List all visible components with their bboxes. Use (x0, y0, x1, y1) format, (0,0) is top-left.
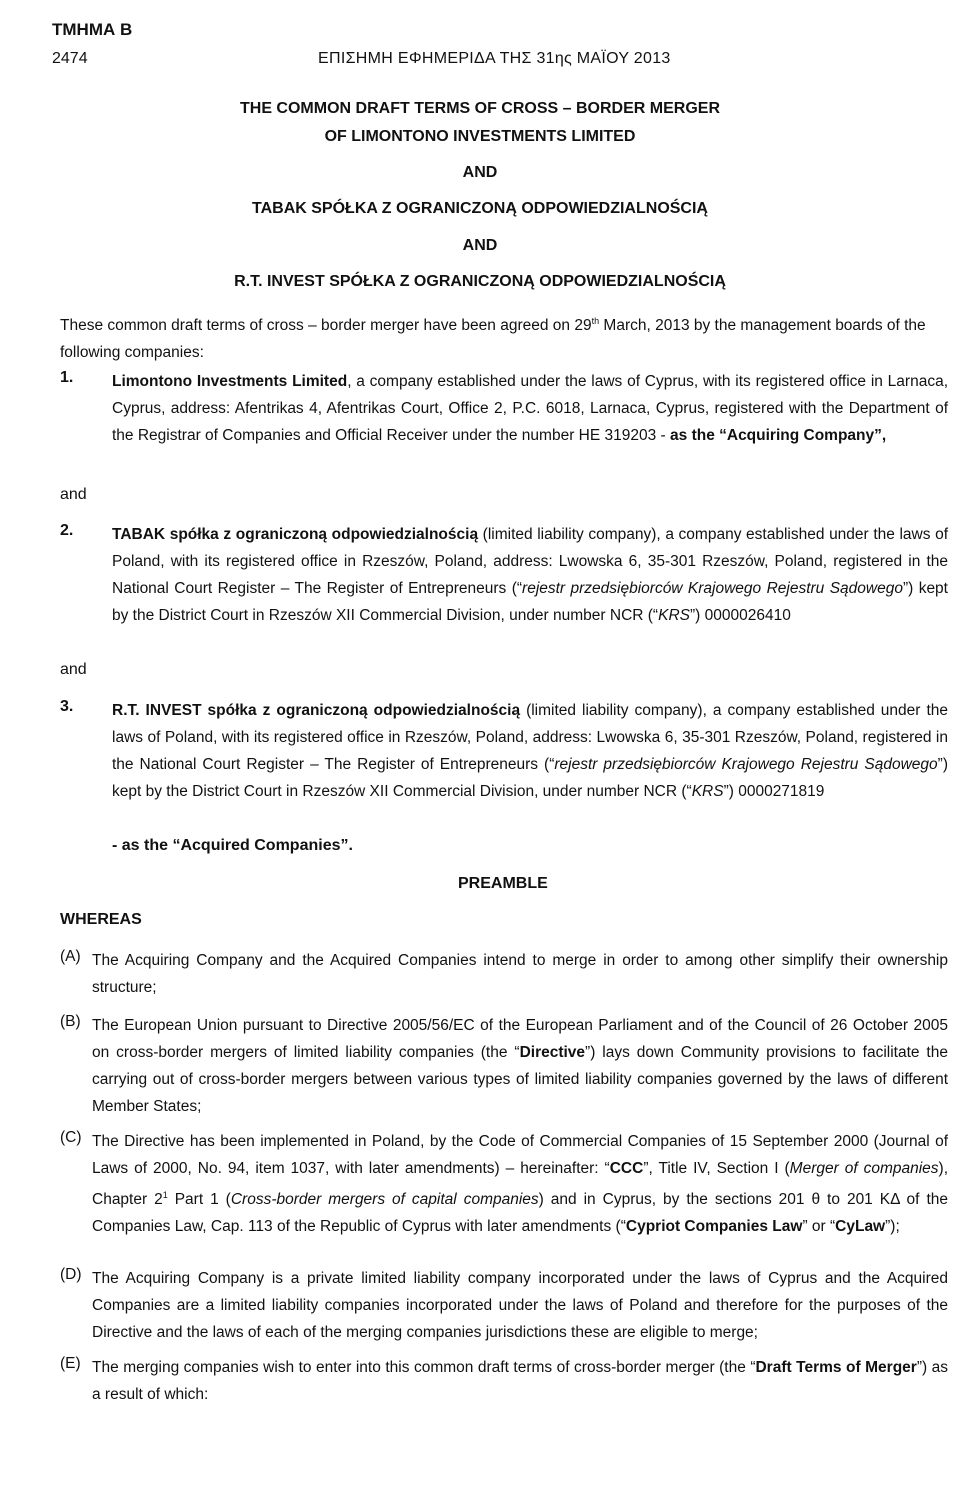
title-and-2: AND (462, 237, 498, 254)
and-label-2: and (60, 661, 87, 678)
title-line-4: R.T. INVEST SPÓŁKA Z OGRANICZONĄ ODPOWIEDZIALNOŚCIĄ (234, 273, 726, 290)
company-2-paragraph: TABAK spółka z ograniczoną odpowiedzialnością (limited liability company), a company established under the laws of Poland, with its registered office in Rzeszów, Poland, address: Lwowska 6, 35-301 Rzeszów, Poland, registered in the National Court Register – The Register of Entrepreneurs (“rejestr przedsiębiorców Krajowego Rejestru Sądowego”) kept by the District Court in Rzeszów XII Commercial Division, under number NCR (“KRS”) 0000026410 (112, 526, 949, 624)
recital-d-text: The Acquiring Company is a private limited liability company incorporated under the laws of Cyprus and the Acquired Companies are a limited liability companies incorporated under the laws of Poland and therefore for the purposes of the Directive and the laws of each of the merging companies jurisdictions these are eligible to merge; (92, 1270, 948, 1341)
page-number: 2474 (52, 50, 88, 67)
recital-d-label: (D) (60, 1266, 82, 1283)
recital-a-text: The Acquiring Company and the Acquired Companies intend to merge in order to among other simplify their ownership structure; (92, 952, 948, 996)
recital-c-text: The Directive has been implemented in Poland, by the Code of Commercial Companies of 15 September 2000 (Journal of Laws of 2000, No. 94, item 1037, with later amendments) – hereinafter: “CCC”, Title IV, Section I (Merger of companies), Chapter $2^1$ Part 1 (Cross-border mergers of capital companies) and in Cyprus, by the sections 201 θ to 201 ΚΔ of the Companies Law, Cap. 113 of the Republic of Cyprus with later amendments (“Cypriot Companies Law” or “CyLaw”); (92, 1133, 949, 1236)
company-1-number: 1. (60, 369, 74, 386)
company-2-number: 2. (60, 522, 74, 539)
section-label: ΤΜΗΜΑ Β (52, 20, 133, 39)
preamble-heading: PREAMBLE (458, 875, 548, 892)
recital-b-text: The European Union pursuant to Directive 2005/56/EC of the European Parliament and of the Council of 26 October 2005 on cross-border mergers of limited liability companies (the “Directive”) lays down Community provisions to facilitate the carrying out of cross-border mergers between various types of limited liability companies governed by the laws of different Member States; (92, 1017, 948, 1115)
company-3-paragraph: R.T. INVEST spółka z ograniczoną odpowiedzialnością (limited liability company), a company established under the laws of Poland, with its registered office in Rzeszów, Poland, address: Lwowska 6, 35-301 Rzeszów, Poland, registered in the National Court Register – The Register of Entrepreneurs (“rejestr przedsiębiorców Krajowego Rejestru Sądowego”) kept by the District Court in Rzeszów XII Commercial Division, under number NCR (“KRS”) 0000271819 (112, 702, 948, 800)
title-line-1: THE COMMON DRAFT TERMS OF CROSS – BORDER MERGER (239, 100, 720, 117)
intro-paragraph: These common draft terms of cross – border merger have been agreed on 29th March, 2013 by the management boards of the following companies: (60, 316, 926, 362)
title-and-1: AND (462, 164, 498, 181)
recital-b-label: (B) (60, 1013, 81, 1030)
recital-c-label: (C) (60, 1129, 82, 1146)
gazette-header: ΕΠΙΣΗΜΗ ΕΦΗΜΕΡΙΔΑ ΤΗΣ 31ης ΜΑΪΟΥ 2013 (318, 50, 671, 67)
title-line-2: OF LIMONTONO INVESTMENTS LIMITED (324, 128, 636, 145)
acquired-companies-role: - as the “Acquired Companies”. (112, 837, 353, 854)
whereas-heading: WHEREAS (60, 911, 142, 928)
title-line-3: TABAK SPÓŁKA Z OGRANICZONĄ ODPOWIEDZIALNOŚCIĄ (252, 200, 708, 217)
recital-e-label: (E) (60, 1355, 81, 1372)
recital-e-text: The merging companies wish to enter into this common draft terms of cross-border merger (the “Draft Terms of Merger”) as a result of which: (92, 1359, 948, 1403)
company-3-number: 3. (60, 698, 74, 715)
and-label-1: and (60, 486, 87, 503)
recital-a-label: (A) (60, 948, 81, 965)
company-1-paragraph: Limontono Investments Limited, a company established under the laws of Cyprus, with its registered office in Larnaca, Cyprus, address: Afentrikas 4, Afentrikas Court, Office 2, P.C. 6018, Larnaca, Cyprus, registered with the Department of the Registrar of Companies and Official Receiver under the number HE 319203 - as the “Acquiring Company”, (112, 373, 948, 444)
